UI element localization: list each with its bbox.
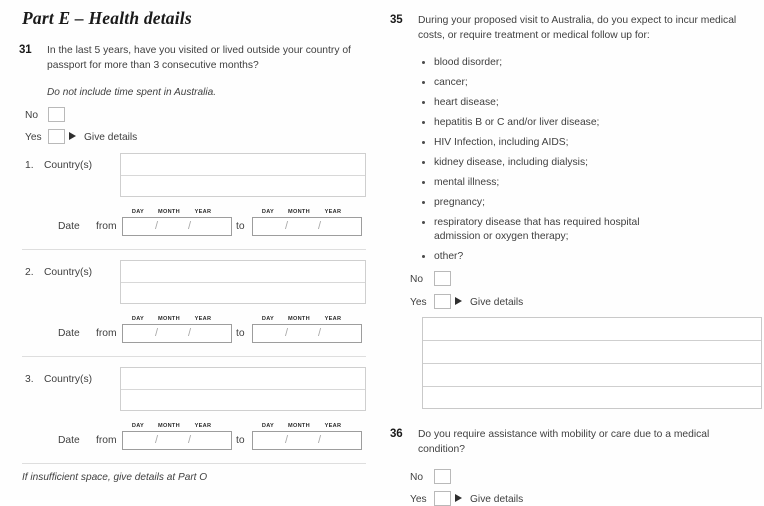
bullet-item	[422, 216, 652, 244]
q35-yes-checkbox[interactable]	[434, 294, 451, 309]
entry-3-country-input[interactable]	[120, 367, 366, 411]
entry-2-from-month-header: MONTH	[157, 316, 180, 322]
question-35-number: 35	[390, 14, 403, 26]
bullet-label: HIV Infection, including AIDS;	[434, 137, 569, 148]
entry-3-to-month-header: MONTH	[287, 423, 310, 429]
q35-yes-label: Yes	[410, 297, 427, 308]
question-31-number: 31	[19, 44, 32, 56]
bullet-label: blood disorder;	[434, 57, 503, 68]
entry-3-index: 3.	[25, 374, 34, 385]
bullet-item	[422, 76, 752, 90]
date-slash: /	[188, 220, 192, 232]
date-slash: /	[188, 327, 192, 339]
q36-no-label: No	[410, 472, 424, 483]
details-rule	[423, 340, 761, 341]
date-slash: /	[318, 220, 322, 232]
entry-1-index: 1.	[25, 160, 34, 171]
bullet-item	[422, 196, 752, 210]
entry-1-to-day-header: DAY	[261, 209, 275, 215]
entry-3-to-year-header: YEAR	[324, 423, 342, 429]
bullet-dot-icon	[422, 121, 425, 124]
question-36-number: 36	[390, 428, 403, 440]
q31-no-label: No	[25, 110, 39, 121]
bullet-label: respiratory disease that has required hospital admission or oxygen therapy;	[434, 217, 640, 243]
bullet-dot-icon	[422, 201, 425, 204]
date-slash: /	[318, 434, 322, 446]
date-slash: /	[188, 434, 192, 446]
q31-no-checkbox[interactable]	[48, 107, 65, 122]
bullet-item	[422, 96, 752, 110]
arrow-right-icon	[455, 297, 462, 305]
entry-1-from-day-header: DAY	[131, 209, 145, 215]
entry-1-date-to-input[interactable]	[252, 217, 362, 236]
q36-no-checkbox[interactable]	[434, 469, 451, 484]
bullet-dot-icon	[422, 255, 425, 258]
entry-1-to-year-header: YEAR	[324, 209, 342, 215]
q35-give-details-label: Give details	[470, 297, 524, 308]
bullet-item	[422, 136, 752, 150]
question-31-footnote: If insufficient space, give details at Part O	[22, 472, 208, 483]
entry-3-to-day-header: DAY	[261, 423, 275, 429]
entry-2-to-label: to	[236, 328, 245, 339]
date-slash: /	[155, 327, 159, 339]
date-slash: /	[285, 327, 289, 339]
bullet-label: hepatitis B or C and/or liver disease;	[434, 117, 600, 128]
question-31-text: In the last 5 years, have you visited or lived outside your country of passport for more than 3 consecutive months?	[47, 45, 351, 71]
entry-2-country-label: Country(s)	[44, 267, 93, 278]
entry-3-from-year-header: YEAR	[194, 423, 212, 429]
entry-3-date-label: Date	[58, 435, 80, 446]
q31-yes-label: Yes	[25, 132, 42, 143]
entry-2-to-year-header: YEAR	[324, 316, 342, 322]
question-31-note: Do not include time spent in Australia.	[47, 87, 217, 98]
q35-no-label: No	[410, 274, 424, 285]
bullet-dot-icon	[422, 221, 425, 224]
bullet-item	[422, 56, 752, 70]
entry-3-from-label: from	[96, 435, 117, 446]
entry-2-date-label: Date	[58, 328, 80, 339]
entry-2-from-year-header: YEAR	[194, 316, 212, 322]
entry-1-to-label: to	[236, 221, 245, 232]
page-title: Part E – Health details	[22, 8, 192, 28]
question-36-text: Do you require assistance with mobility or care due to a medical condition?	[418, 429, 710, 455]
bullet-label: mental illness;	[434, 177, 500, 188]
right-column	[382, 0, 764, 505]
entry-3-date-to-input[interactable]	[252, 431, 362, 450]
entry-2-index: 2.	[25, 267, 34, 278]
bullet-label: kidney disease, including dialysis;	[434, 157, 588, 168]
entry-2-to-day-header: DAY	[261, 316, 275, 322]
entry-3-from-month-header: MONTH	[157, 423, 180, 429]
question-35-text: During your proposed visit to Australia, do you expect to incur medical costs, or require treatment or medical follow up for:	[418, 15, 737, 41]
entry-3-date-from-input[interactable]	[122, 431, 232, 450]
bullet-dot-icon	[422, 141, 425, 144]
q36-give-details-label: Give details	[470, 494, 524, 505]
bullet-item	[422, 156, 752, 170]
entry-2-date-from-input[interactable]	[122, 324, 232, 343]
entry-1-date-label: Date	[58, 221, 80, 232]
entry-separator-1	[22, 249, 366, 250]
entry-1-country-label: Country(s)	[44, 160, 93, 171]
details-rule	[423, 386, 761, 387]
bullet-label: other?	[434, 251, 464, 262]
entry-2-country-input[interactable]	[120, 260, 366, 304]
entry-3-country-label: Country(s)	[44, 374, 93, 385]
entry-separator-3	[22, 463, 366, 464]
arrow-right-icon	[69, 132, 76, 140]
bullet-dot-icon	[422, 81, 425, 84]
q36-yes-checkbox[interactable]	[434, 491, 451, 506]
bullet-dot-icon	[422, 181, 425, 184]
q36-yes-label: Yes	[410, 494, 427, 505]
bullet-item	[422, 176, 752, 190]
bullet-dot-icon	[422, 101, 425, 104]
details-rule	[423, 363, 761, 364]
arrow-right-icon	[455, 494, 462, 502]
bullet-label: heart disease;	[434, 97, 499, 108]
left-column	[0, 0, 382, 500]
country-box-divider	[121, 389, 365, 390]
entry-2-from-label: from	[96, 328, 117, 339]
entry-separator-2	[22, 356, 366, 357]
q31-give-details-label: Give details	[84, 132, 138, 143]
entry-1-country-input[interactable]	[120, 153, 366, 197]
date-slash: /	[285, 434, 289, 446]
entry-1-from-label: from	[96, 221, 117, 232]
bullet-item	[422, 250, 752, 264]
q35-details-input[interactable]	[422, 317, 762, 409]
entry-2-to-month-header: MONTH	[287, 316, 310, 322]
date-slash: /	[155, 220, 159, 232]
entry-1-to-month-header: MONTH	[287, 209, 310, 215]
date-slash: /	[318, 327, 322, 339]
bullet-label: pregnancy;	[434, 197, 485, 208]
country-box-divider	[121, 282, 365, 283]
entry-2-from-day-header: DAY	[131, 316, 145, 322]
entry-3-from-day-header: DAY	[131, 423, 145, 429]
entry-1-date-from-input[interactable]	[122, 217, 232, 236]
entry-1-from-month-header: MONTH	[157, 209, 180, 215]
entry-2-date-to-input[interactable]	[252, 324, 362, 343]
date-slash: /	[285, 220, 289, 232]
bullet-dot-icon	[422, 61, 425, 64]
entry-3-to-label: to	[236, 435, 245, 446]
q31-yes-checkbox[interactable]	[48, 129, 65, 144]
entry-1-from-year-header: YEAR	[194, 209, 212, 215]
bullet-item	[422, 116, 752, 130]
bullet-label: cancer;	[434, 77, 468, 88]
bullet-dot-icon	[422, 161, 425, 164]
date-slash: /	[155, 434, 159, 446]
q35-no-checkbox[interactable]	[434, 271, 451, 286]
country-box-divider	[121, 175, 365, 176]
